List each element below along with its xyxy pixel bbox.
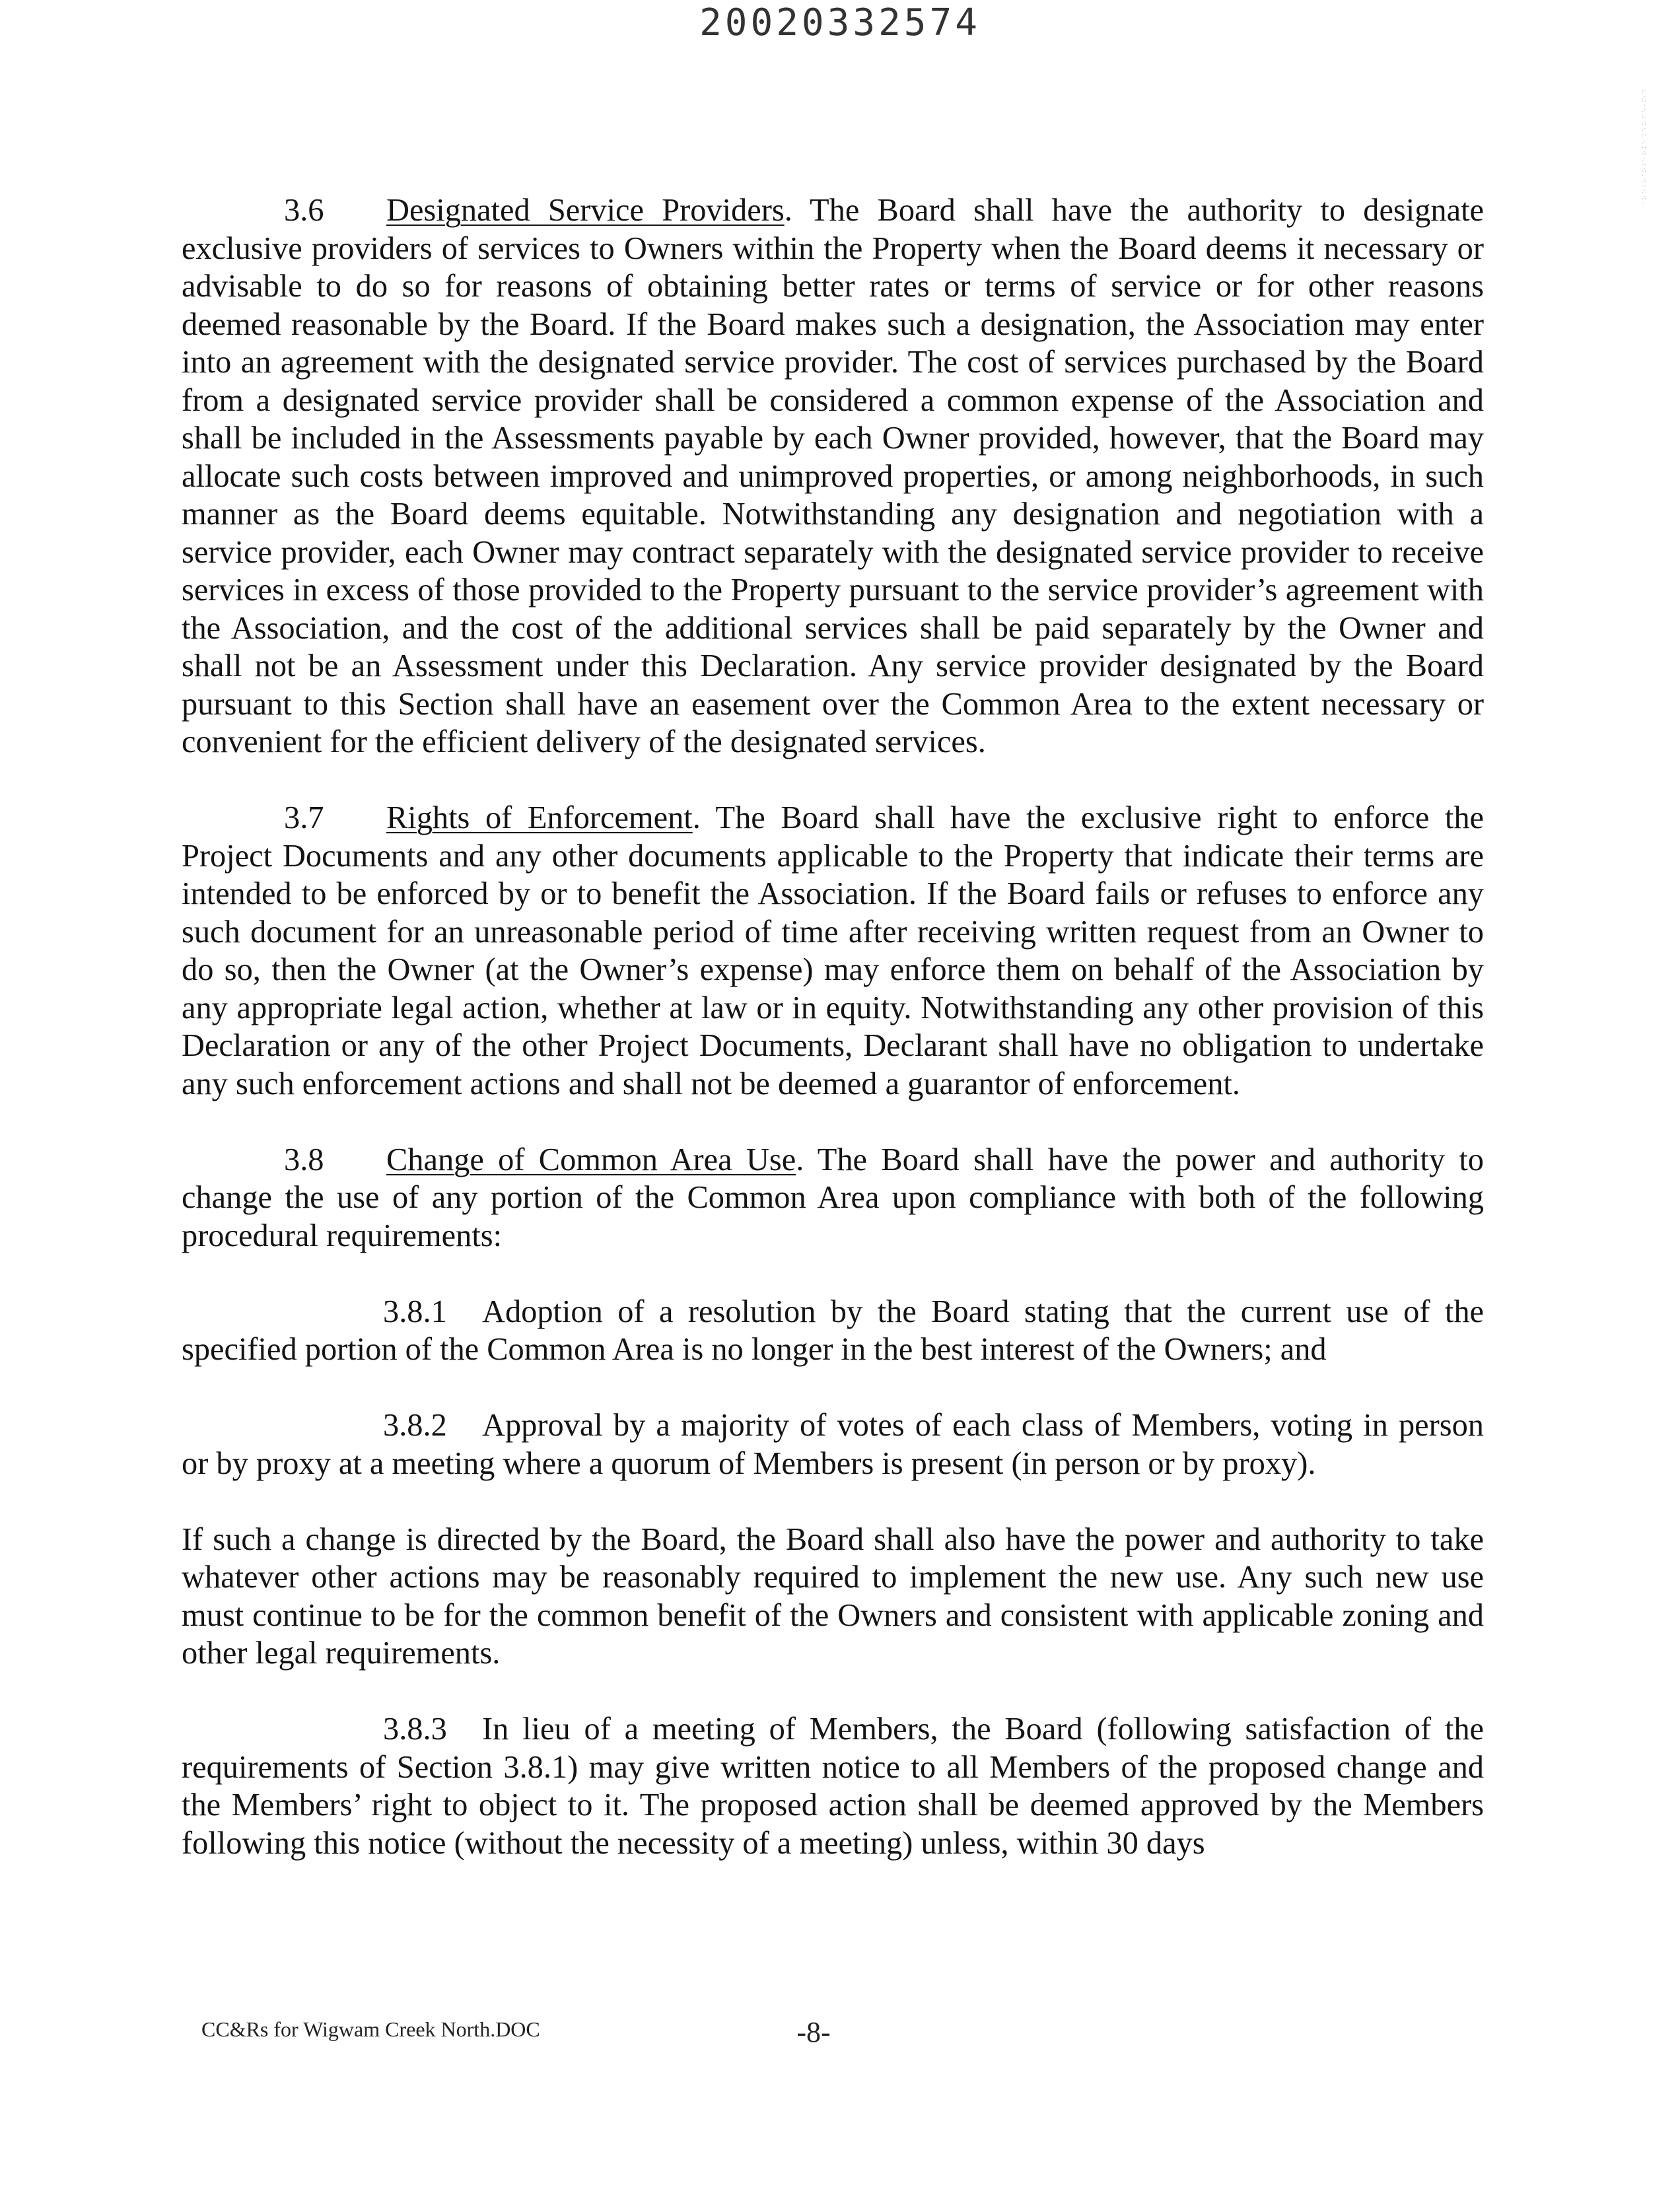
section-title: Designated Service Providers — [386, 193, 785, 228]
subsection-text: In lieu of a meeting of Members, the Board (following satisfaction of the requirements of Section 3.8.1) may give written notice to all Members of the proposed change and the Members’ right to object to it. The proposed action shall be deemed approved by the Members following this notice (without the necessity of a meeting) unless, within 30 days — [182, 1712, 1484, 1861]
recording-number: 20020332574 — [699, 1, 981, 44]
subsection-3-8-2 — [182, 1406, 1484, 1482]
section-number: 3.8 — [284, 1142, 324, 1177]
section-3-6 — [182, 191, 1484, 761]
section-title: Rights of Enforcement — [386, 800, 693, 835]
section-text: . The Board shall have the exclusive right to enforce the Project Documents and any other documents applicable to the Property that indicate their terms are intended to be enforced by or to benefit the Association. If the Board fails or refuses to enforce any such document for an unreasonable period of time after receiving written request from an Owner to do so, then the Owner (at the Owner’s expense) may enforce them on behalf of the Association by any appropriate legal action, whether at law or in equity. Notwithstanding any other provision of this Declaration or any of the other Project Documents, Declarant shall have no obligation to undertake any such enforcement actions and shall not be deemed a guarantor of enforcement. — [182, 800, 1484, 1101]
subsection-number: 3.8.3 — [383, 1712, 447, 1747]
footer-document-name: CC&Rs for Wigwam Creek North.DOC — [201, 2017, 540, 2041]
section-3-7 — [182, 799, 1484, 1103]
subsection-text: Approval by a majority of votes of each class of Members, voting in person or by proxy at a meeting where a quorum of Members is present (in person or by proxy). — [182, 1408, 1484, 1481]
margin-scan-marks: :. ·.: · ·. .: ·: ·. :. ·. : ·: ·. : ·: . ·: : ·. ·: . — [1640, 89, 1648, 204]
section-title: Change of Common Area Use — [386, 1142, 796, 1177]
section-text: . The Board shall have the power and authority to change the use of any portion of the Common Area upon compliance with both of the following procedural requirements: — [182, 1142, 1484, 1253]
subsection-text: Adoption of a resolution by the Board stating that the current use of the specified portion of the Common Area is no longer in the best interest of the Owners; and — [182, 1294, 1484, 1367]
subsection-number: 3.8.2 — [383, 1408, 447, 1443]
subsection-number: 3.8.1 — [383, 1294, 447, 1329]
section-number: 3.7 — [284, 800, 324, 835]
section-text: . The Board shall have the authority to designate exclusive providers of services to Owners within the Property when the Board deems it necessary or advisable to do so for reasons of obtaining better rates or terms of service or for other reasons deemed reasonable by the Board. If the Board makes such a designation, the Association may enter into an agreement with the designated service provider. The cost of services purchased by the Board from a designated service provider shall be considered a common expense of the Association and shall be included in the Assessments payable by each Owner provided, however, that the Board may allocate such costs between improved and unimproved properties, or among neighborhoods, in such manner as the Board deems equitable. Notwithstanding any designation and negotiation with a service provider, each Owner may contract separately with the designated service provider to receive services in excess of those provided to the Property pursuant to the service provider’s agreement with the Association, and the cost of the additional services shall be paid separately by the Owner and shall not be an Assessment under this Declaration. Any service provider designated by the Board pursuant to this Section shall have an easement over the Common Area to the extent necessary or convenient for the efficient delivery of the designated services. — [182, 193, 1484, 759]
subsection-3-8-3 — [182, 1710, 1484, 1862]
change-direction-paragraph: If such a change is directed by the Board, the Board shall also have the power and authority to take whatever other actions may be reasonably required to implement the new use. Any such new use must continue to be for the common benefit of the Owners and consistent with applicable zoning and other legal requirements. — [182, 1521, 1484, 1671]
section-number: 3.6 — [284, 193, 324, 228]
section-3-8 — [182, 1141, 1484, 1255]
footer-page-number: -8- — [796, 2016, 831, 2048]
document-body — [182, 191, 1484, 1900]
subsection-3-8-1 — [182, 1293, 1484, 1369]
